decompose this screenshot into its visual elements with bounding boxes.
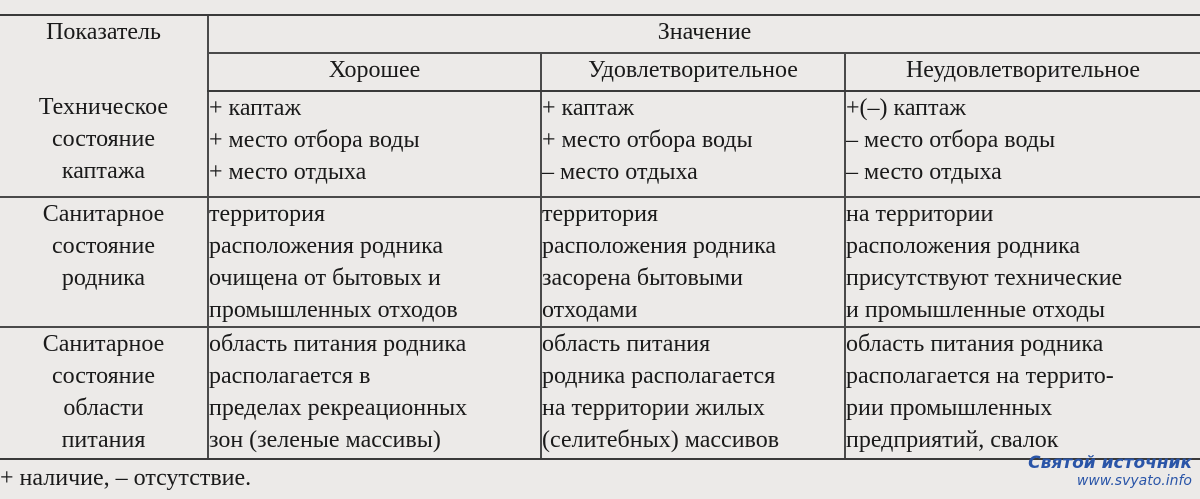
cell-line: очищена от бытовых и	[209, 265, 441, 291]
cell-line: (селитебных) массивов	[542, 427, 780, 453]
cell-line: родника располагается	[542, 363, 776, 389]
cell-line: располагается в	[209, 363, 371, 389]
cell-line: пределах рекреационных	[209, 395, 468, 421]
header-value: Значение	[208, 15, 1200, 53]
cell-line: родника	[61, 265, 146, 291]
cell-line: состояние	[52, 126, 155, 152]
cell-line: территория	[542, 201, 659, 227]
cell-line: – место отдыха	[542, 159, 698, 185]
watermark-url: www.svyato.info	[1076, 473, 1192, 489]
cell-line: Санитарное	[42, 331, 165, 357]
cell-line: предприятий, свалок	[846, 427, 1059, 453]
cell-good	[208, 91, 541, 197]
cell-satisfactory	[541, 91, 845, 197]
cell-line: +(–) каптаж	[846, 95, 967, 121]
header-good: Хорошее	[208, 53, 541, 91]
header-satisfactory: Удовлетворительное	[541, 53, 845, 91]
cell-line: + каптаж	[209, 95, 302, 121]
cell-line: области	[63, 395, 144, 421]
cell-line: + каптаж	[542, 95, 635, 121]
cell-unsatisfactory	[845, 327, 1200, 459]
cell-line: отходами	[542, 297, 638, 323]
cell-line: засорена бытовыми	[542, 265, 743, 291]
cell-line: область питания родника	[209, 331, 467, 357]
cell-line: Техническое	[38, 94, 169, 120]
cell-good	[208, 327, 541, 459]
cell-line: + место отбора воды	[209, 127, 420, 153]
cell-line: промышленных отходов	[209, 297, 458, 323]
table-row	[0, 327, 1200, 459]
table-row	[0, 197, 1200, 327]
cell-line: зон (зеленые массивы)	[209, 427, 441, 453]
cell-unsatisfactory	[845, 197, 1200, 327]
cell-line: расположения родника	[846, 233, 1081, 259]
cell-line: + место отдыха	[209, 159, 367, 185]
cell-line: рии промышленных	[846, 395, 1053, 421]
cell-good	[208, 197, 541, 327]
cell-line: расположения родника	[209, 233, 444, 259]
header-unsatisfactory: Неудовлетворительное	[845, 53, 1200, 91]
cell-line: располагается на террито-	[846, 363, 1114, 389]
cell-line: на территории жилых	[542, 395, 765, 421]
row-label	[0, 327, 208, 459]
cell-line: состояние	[52, 363, 155, 389]
cell-line: + место отбора воды	[542, 127, 753, 153]
cell-line: область питания	[542, 331, 711, 357]
table-row	[0, 91, 1200, 197]
cell-line: – место отбора воды	[846, 127, 1056, 153]
cell-line: расположения родника	[542, 233, 777, 259]
cell-satisfactory	[541, 327, 845, 459]
footnote: + наличие, – отсутствие.	[0, 465, 252, 491]
cell-line: – место отдыха	[846, 159, 1002, 185]
cell-line: территория	[209, 201, 326, 227]
watermark	[1028, 454, 1192, 490]
cell-line: каптажа	[61, 158, 146, 184]
header-indicator: Показатель	[0, 15, 208, 91]
watermark-title: Святой источник	[1028, 453, 1192, 473]
cell-line: область питания родника	[846, 331, 1104, 357]
row-label	[0, 197, 208, 327]
cell-line: и промышленные отходы	[846, 297, 1106, 323]
cell-unsatisfactory	[845, 91, 1200, 197]
cell-line: питания	[61, 427, 146, 453]
cell-satisfactory	[541, 197, 845, 327]
cell-line: состояние	[52, 233, 155, 259]
cell-line: присутствуют технические	[846, 265, 1123, 291]
cell-line: на территории	[846, 201, 994, 227]
row-label	[0, 91, 208, 197]
spring-assessment-table	[0, 14, 1200, 460]
cell-line: Санитарное	[42, 201, 165, 227]
